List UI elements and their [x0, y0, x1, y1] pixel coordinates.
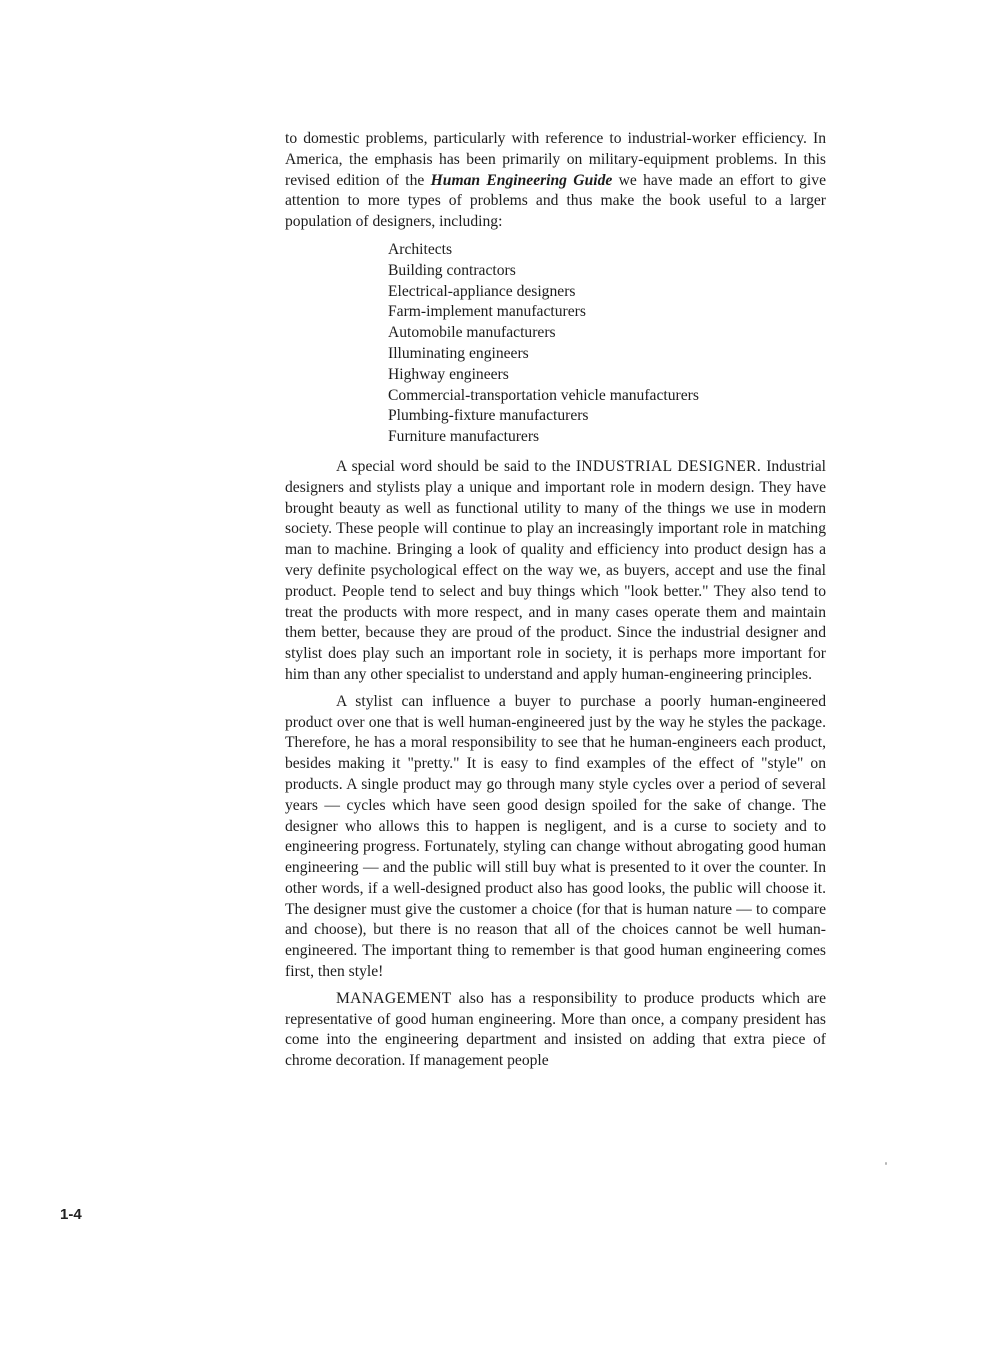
intro-text-before: to domestic problems, particularly with reference to industrial-worker efficiency. In America, the emphasis has been primarily on military-equipment problems. In this revised edition of the [285, 130, 826, 189]
industrial-designer-paragraph [285, 457, 826, 686]
book-title: Human Engineering Guide [430, 171, 613, 189]
list-item: Electrical-appliance designers [388, 282, 576, 300]
designer-list [388, 240, 826, 448]
text-column [285, 129, 826, 1078]
intro-paragraph [285, 129, 826, 233]
stylist-paragraph: A stylist can influence a buyer to purchase a poorly human-engineered product over one that is well human-engineered just by the way he styles the package. Therefore, he has a moral responsibility to see that he human-engineers each product, besides making it "pretty." It is easy to find examples of the effect of "style" on products. A single product may go through many style cycles over a period of several years — cycles which have seen good design spoiled for the sake of change. The designer who allows this to happen is negligent, and is a curse to society and to engineering progress. Fortunately, styling can change without abrogating good human engineering — and the public will still buy what is presented to it over the counter. In other words, if a well-designed product also has good looks, the public will choose it. The designer must give the customer a choice (for that is human nature — to compare and choose), but there is no reason that all of the choices cannot be well human-engineered. The important thing to remember is that good human engineering comes first, then style! [285, 692, 826, 981]
scan-speck [885, 1162, 887, 1165]
list-item: Building contractors [388, 261, 516, 279]
list-item: Farm-implement manufacturers [388, 303, 586, 321]
management-paragraph [285, 989, 826, 1072]
list-item: Architects [388, 240, 453, 258]
list-item: Illuminating engineers [388, 344, 529, 362]
page-number: 1-4 [60, 1206, 82, 1223]
industrial-designer-body: Industrial designers and stylists play a unique and important role in modern design. They have brought beauty as well as functional utility to many of the things we use in modern society. These people will continue to play an increasingly important role in matching man to machine. Bringing a look of quality and efficiency into product design has a very definite psychological effect on the way we, as buyers, accept and use the final product. People tend to select and buy things which "look better." They also tend to treat the products with more respect, and in many cases operate them and maintain them better, because they are proud of the product. Since the industrial designer and stylist does play such an important role in society, it is perhaps more important for him than any other specialist to understand and apply human-engineering principles. [285, 457, 826, 683]
list-item: Furniture manufacturers [388, 428, 540, 446]
list-item: Commercial-transportation vehicle manufacturers [388, 386, 699, 404]
management-body: also has a responsibility to produce products which are representative of good human engineering. More than once, a company president has come into the engineering department and insisted on adding that extra piece of chrome decoration. If management people [285, 989, 826, 1070]
industrial-designer-heading: INDUSTRIAL DESIGNER. [575, 457, 762, 475]
intro-text-after: we have made an effort to give attention to more types of problems and thus make the book useful to a larger population of designers, including: [285, 171, 826, 231]
list-item: Plumbing-fixture manufacturers [388, 407, 589, 425]
industrial-designer-lead: A special word should be said to the [336, 457, 576, 475]
list-item: Highway engineers [388, 365, 509, 383]
management-heading: MANAGEMENT [336, 989, 452, 1007]
list-item: Automobile manufacturers [388, 324, 556, 342]
